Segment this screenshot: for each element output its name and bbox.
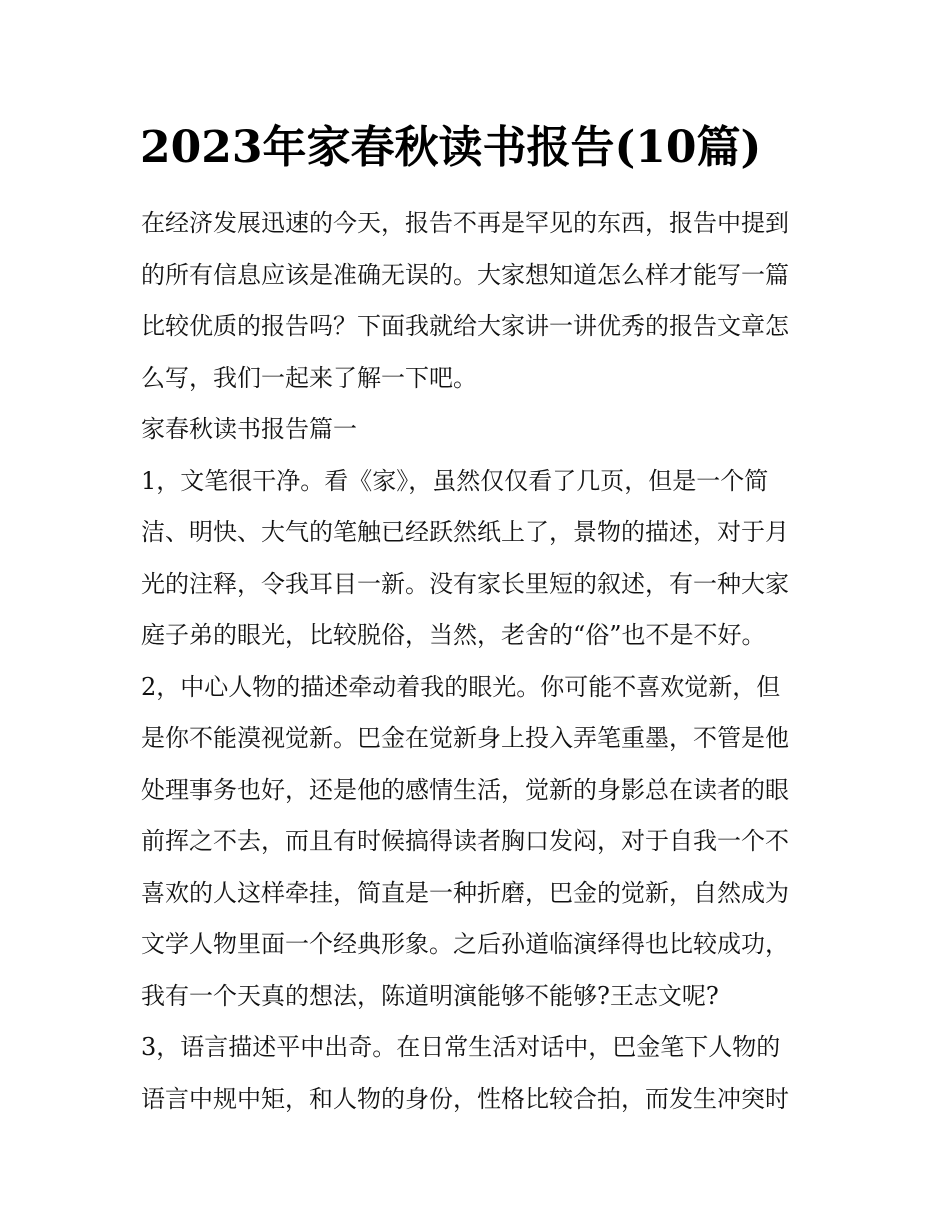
body-line: 我有一个天真的想法，陈道明演能够不能够?王志文呢? (141, 981, 719, 1010)
body-line: 3，语言描述平中出奇。在日常生活对话中，巴金笔下人物的 (141, 1033, 781, 1061)
body-line: 喜欢的人这样牵挂，简直是一种折磨，巴金的觉新，自然成为 (141, 878, 789, 907)
document-body (141, 198, 813, 1125)
body-line: 庭子弟的眼光，比较脱俗，当然，老舍的“俗”也不是不好。 (141, 621, 766, 649)
body-line: 比较优质的报告吗？下面我就给大家讲一讲优秀的报告文章怎 (141, 312, 789, 340)
body-line: 是你不能漠视觉新。巴金在觉新身上投入弄笔重墨，不管是他 (141, 724, 789, 752)
body-line: 2，中心人物的描述牵动着我的眼光。你可能不喜欢觉新，但 (141, 672, 781, 701)
body-line: 1，文笔很干净。看《家》，虽然仅仅看了几页，但是一个简 (141, 466, 769, 495)
body-line: 文学人物里面一个经典形象。之后孙道临演绎得也比较成功， (141, 930, 789, 958)
document-title: 2023年家春秋读书报告(10篇) (140, 122, 762, 173)
body-line: 处理事务也好，还是他的感情生活，觉新的身影总在读者的眼 (141, 775, 789, 804)
body-line: 洁、明快、大气的笔触已经跃然纸上了，景物的描述，对于月 (141, 518, 789, 546)
body-line: 在经济发展迅速的今天，报告不再是罕见的东西，报告中提到 (141, 209, 789, 237)
body-line: 前挥之不去，而且有时候搞得读者胸口发闷，对于自我一个不 (141, 827, 789, 855)
body-line: 的所有信息应该是准确无误的。大家想知道怎么样才能写一篇 (141, 260, 789, 289)
body-line: 么写，我们一起来了解一下吧。 (141, 363, 477, 392)
section-heading: 家春秋读书报告篇一 (141, 415, 357, 443)
body-line: 语言中规中矩，和人物的身份，性格比较合拍，而发生冲突时 (141, 1084, 789, 1113)
body-line: 光的注释，令我耳目一新。没有家长里短的叙述，有一种大家 (141, 569, 789, 598)
